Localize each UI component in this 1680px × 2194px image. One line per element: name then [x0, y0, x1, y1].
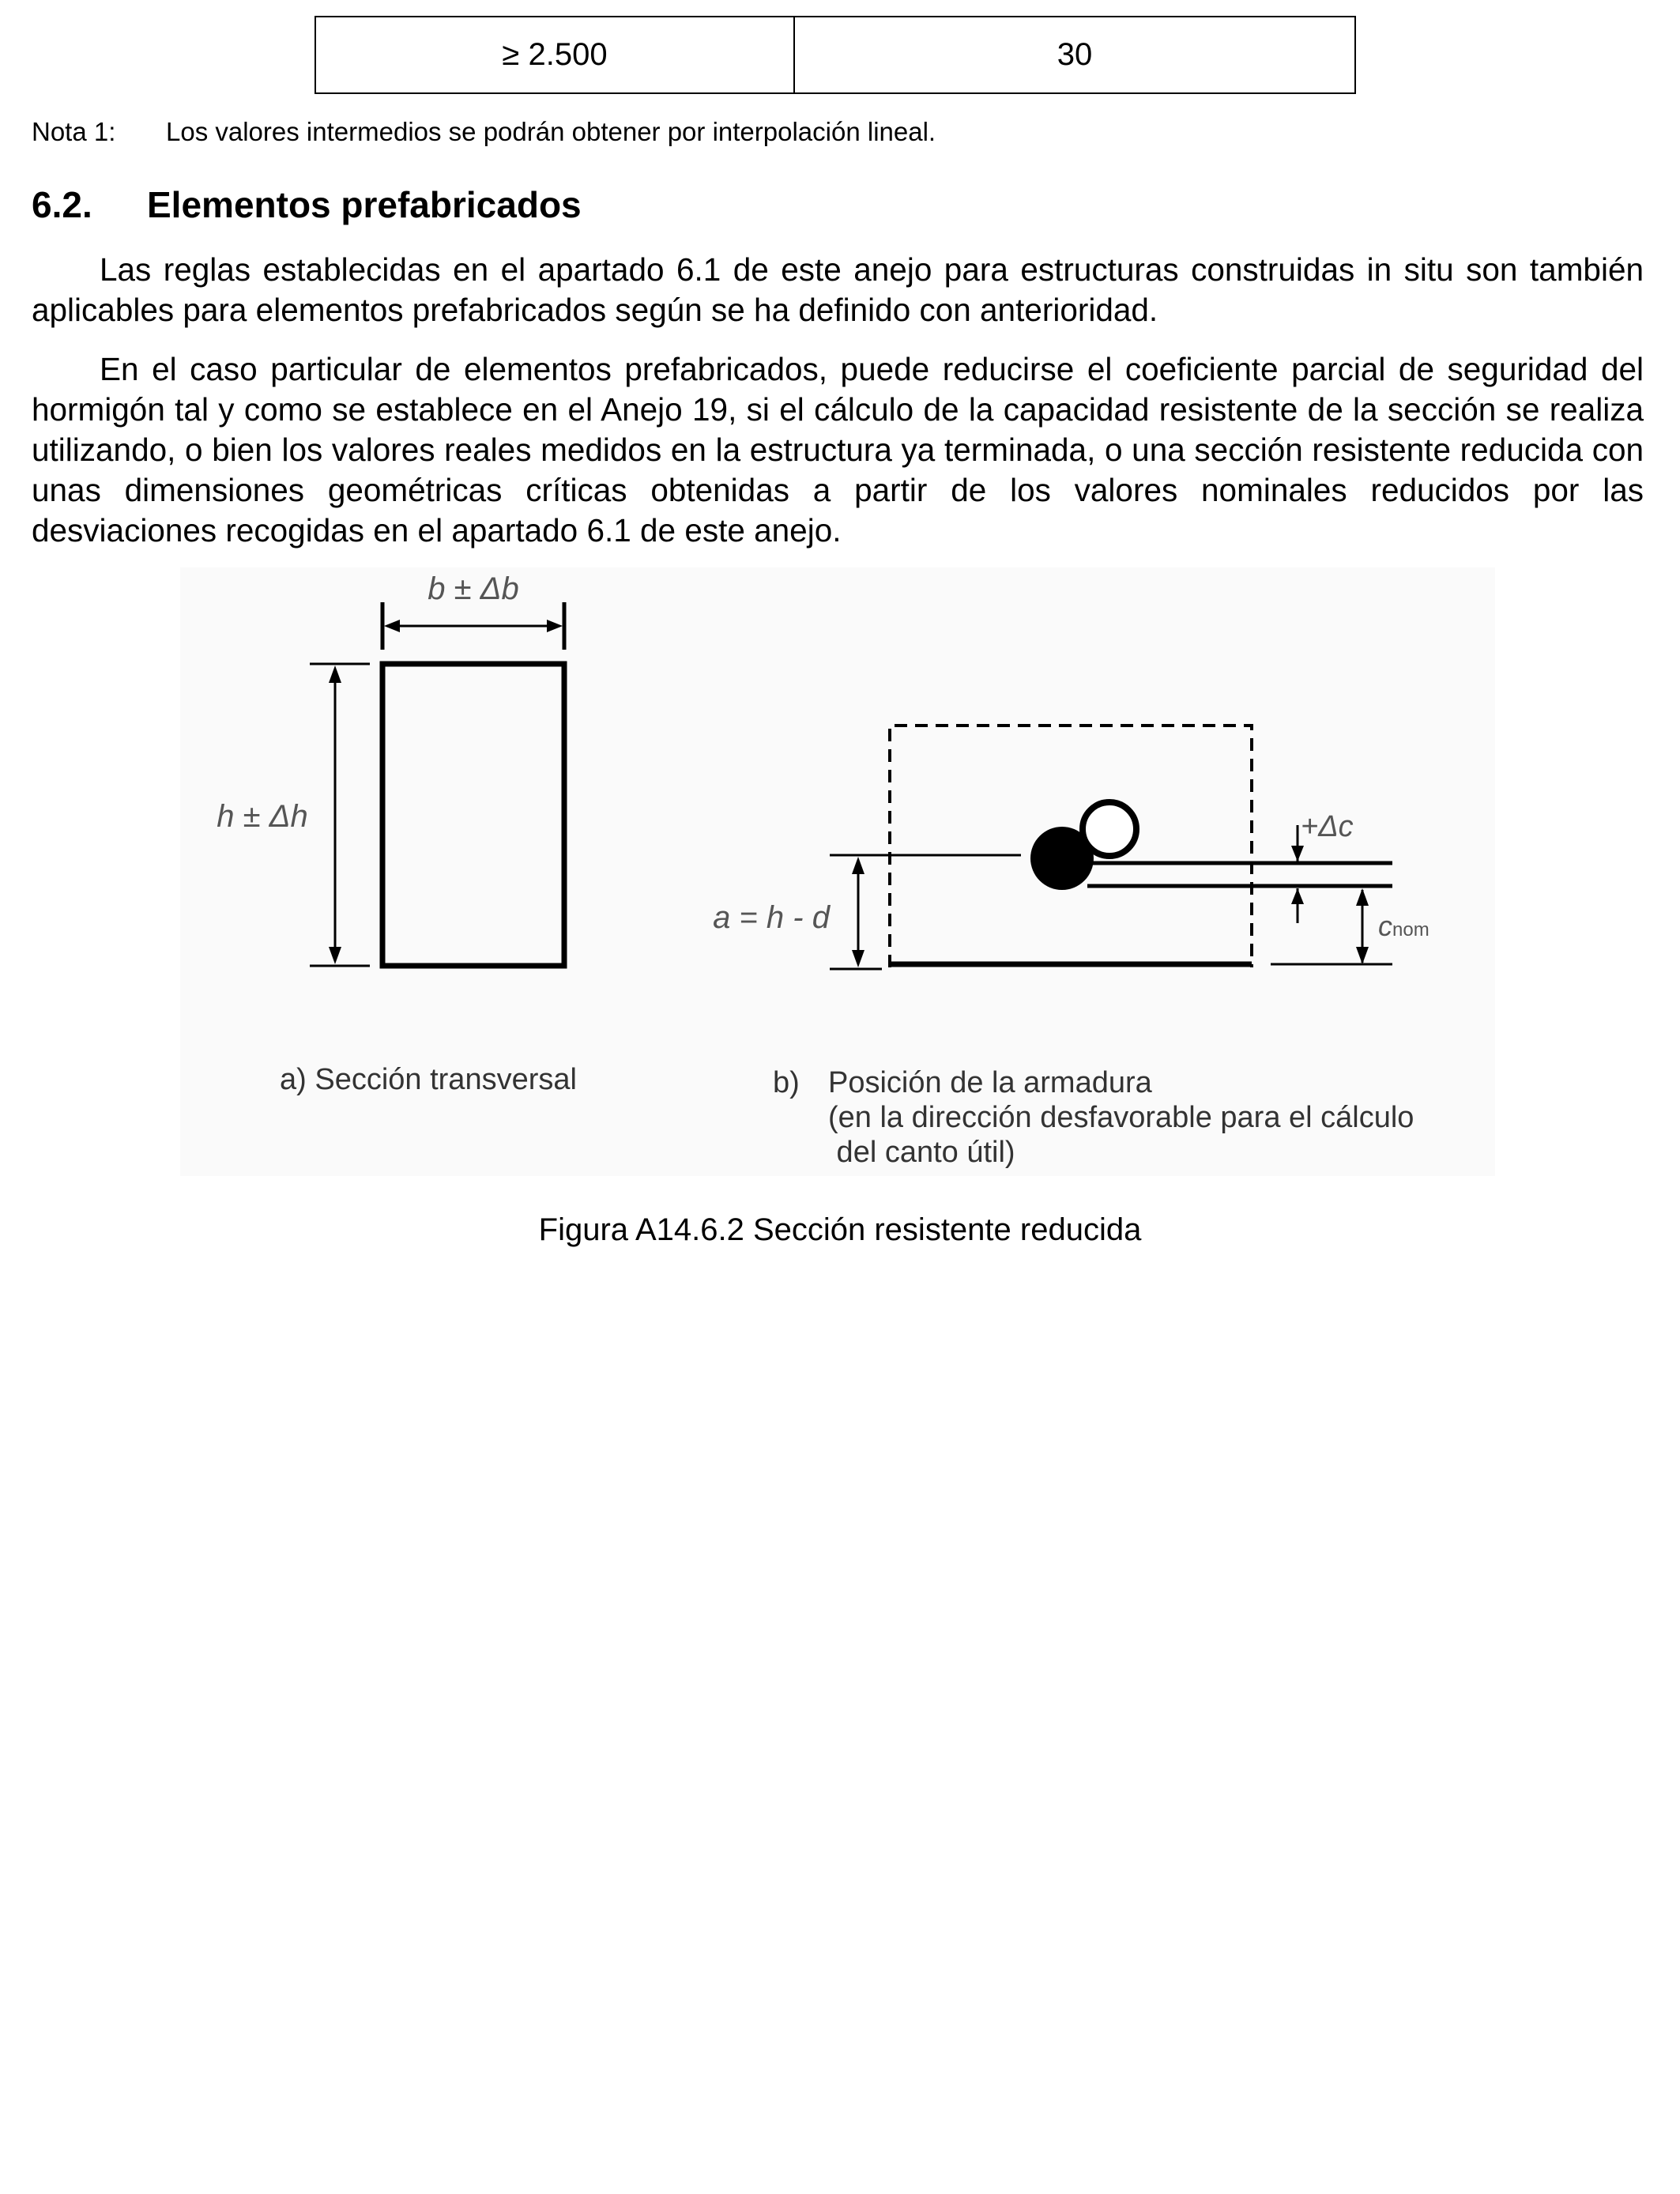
section-number: 6.2.: [32, 184, 92, 225]
cross-section-rect: [382, 664, 564, 966]
arrow-head: [329, 947, 341, 964]
figure-drawing: [180, 567, 1495, 1176]
arrow-head: [852, 950, 864, 967]
section-heading: [32, 183, 582, 226]
table-cell-value: 30: [794, 17, 1355, 93]
subcaption-a: a) Sección transversal: [280, 1063, 577, 1096]
subcaption-b-line: (en la dirección desfavorable para el cálculo: [828, 1101, 1414, 1134]
arrow-head: [384, 620, 400, 632]
note: [32, 117, 936, 147]
table-cell-value: ≥ 2.500: [315, 17, 794, 93]
note-label: Nota 1:: [32, 117, 116, 146]
figure-reduced-section: [180, 567, 1495, 1176]
subcaption-b-line: del canto útil): [828, 1136, 1015, 1169]
arrow-head: [1356, 888, 1369, 906]
height-tolerance-label: h ± Δh: [217, 799, 308, 834]
paragraph: Las reglas establecidas en el apartado 6.1 de este anejo para estructuras construidas in situ son también aplicables para elementos prefabricados según se ha definido con anterioridad.: [32, 251, 1644, 328]
paragraph: En el caso particular de elementos prefabricados, puede reducirse el coeficiente parcial de seguridad del hormigón tal y como se establece en el Anejo 19, si el cálculo de la capacidad resistente de la sección se realiza utilizando, o bien los valores reales medidos en la estructura ya terminada, o una sección resistente reducida con unas dimensiones geométricas críticas obtenidas a partir de los valores nominales reducidos por las desviaciones recogidas en el apartado 6.1 de este anejo.: [32, 351, 1644, 548]
section-title: Elementos prefabricados: [147, 184, 582, 225]
values-table: [315, 16, 1356, 94]
arrow-head: [852, 857, 864, 874]
arrow-head: [329, 665, 341, 683]
figure-caption: Figura A14.6.2 Sección resistente reducida: [538, 1212, 1142, 1247]
table-row: [315, 17, 1355, 93]
delta-c-label: +Δc: [1301, 810, 1354, 843]
nominal-bar: [1083, 802, 1136, 856]
a-equals-h-minus-d-label: a = h - d: [713, 900, 830, 935]
arrow-head: [1291, 888, 1304, 904]
c-nom-main: c: [1378, 910, 1392, 942]
subcaption-b-prefix: b): [773, 1066, 800, 1099]
arrow-head: [547, 620, 563, 632]
c-nom-label: [1378, 910, 1430, 942]
subcaption-b-line: Posición de la armadura: [828, 1066, 1152, 1099]
c-nom-subscript: nom: [1392, 919, 1430, 941]
width-tolerance-label: b ± Δb: [428, 571, 519, 606]
note-text: Los valores intermedios se podrán obtener por interpolación lineal.: [166, 117, 936, 146]
arrow-head: [1356, 947, 1369, 964]
arrow-head: [1291, 846, 1304, 861]
